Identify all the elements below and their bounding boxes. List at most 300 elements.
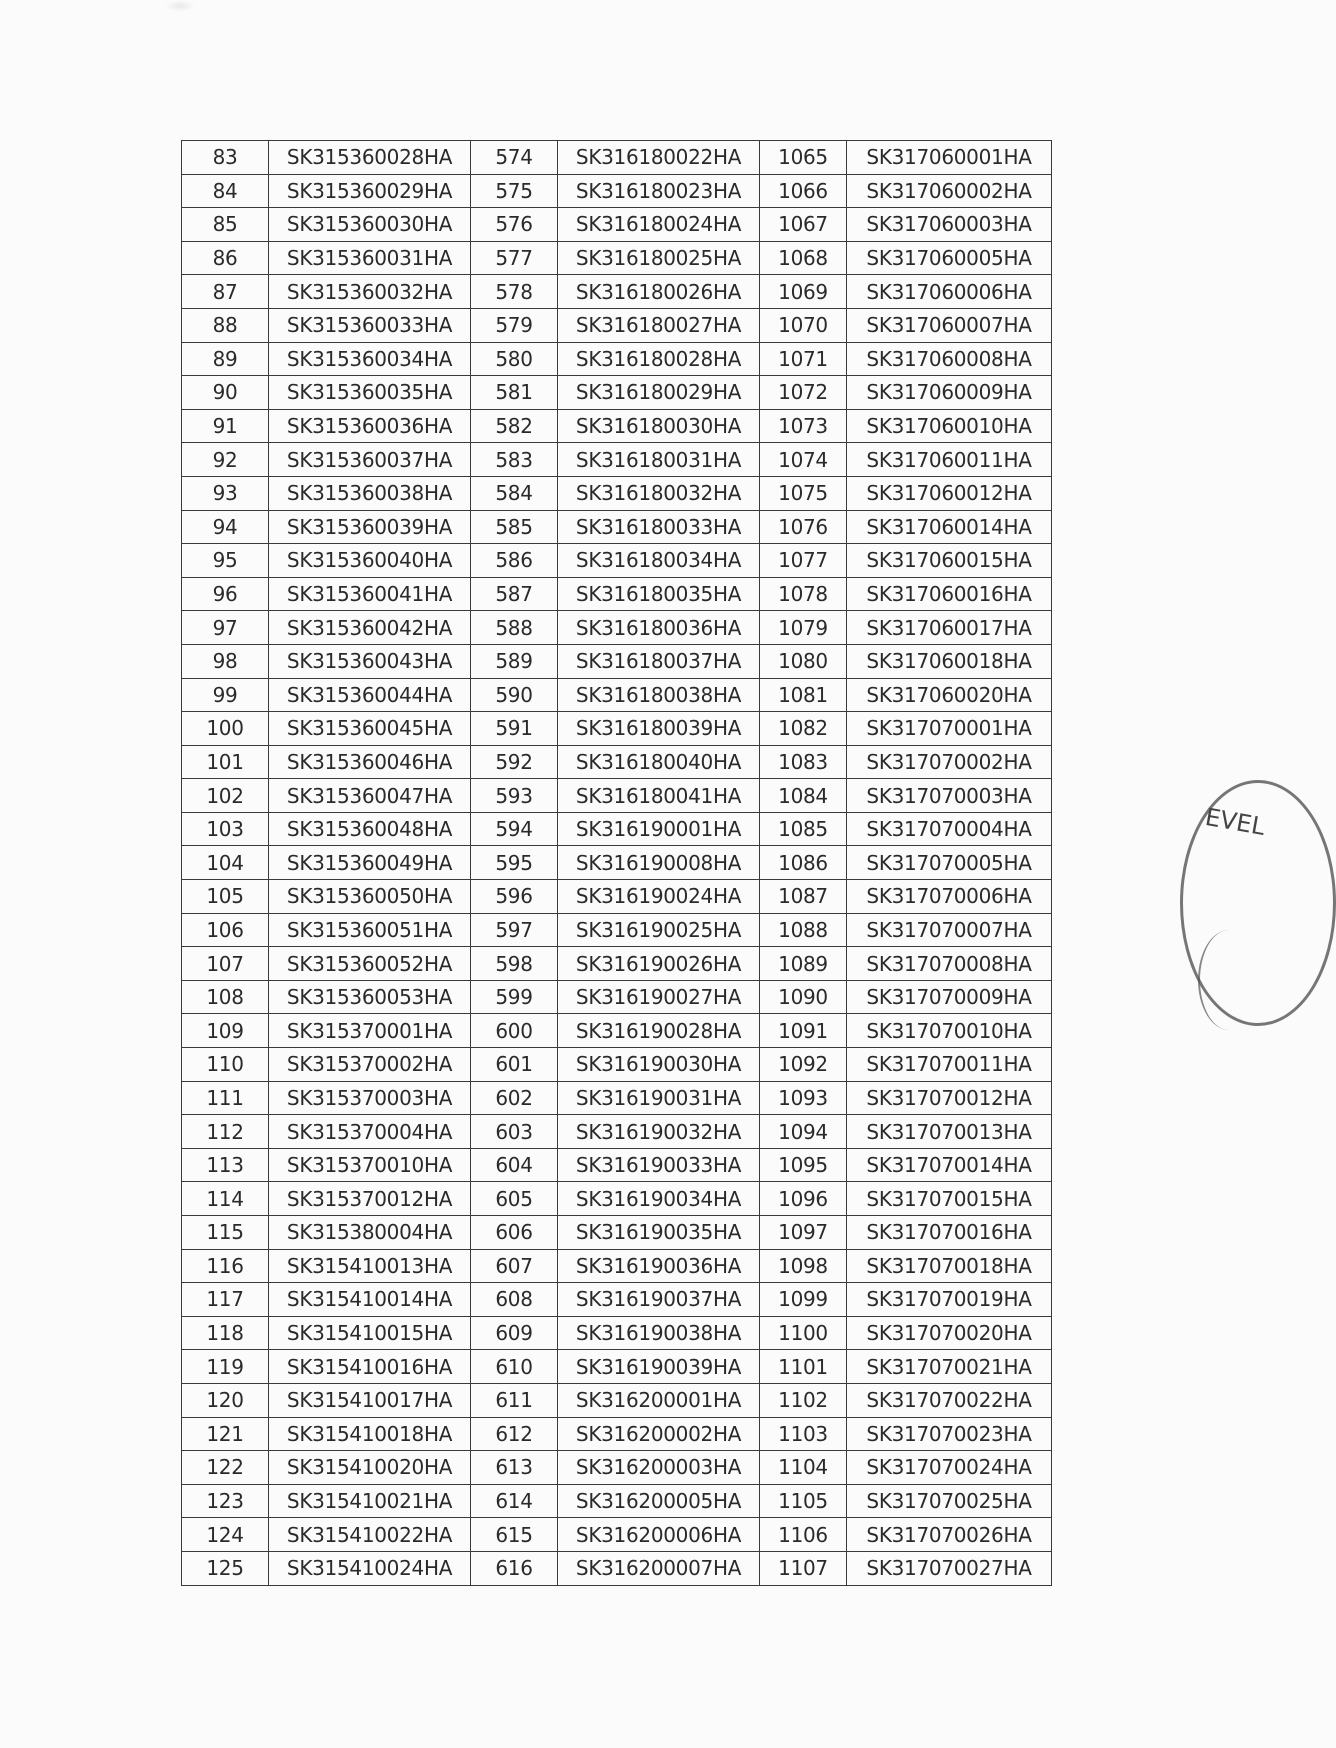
row-index-2-cell: 579	[471, 308, 558, 342]
serial-code-1-cell: SK315410022HA	[269, 1518, 471, 1552]
row-index-1-cell: 98	[182, 644, 269, 678]
row-index-3-cell: 1078	[760, 577, 847, 611]
serial-code-1-cell: SK315360032HA	[269, 275, 471, 309]
serial-code-1-cell: SK315410013HA	[269, 1249, 471, 1283]
serial-code-2-cell: SK316190025HA	[558, 913, 760, 947]
table-row	[182, 1451, 1052, 1485]
serial-code-1-cell: SK315360033HA	[269, 308, 471, 342]
row-index-1-cell: 102	[182, 779, 269, 813]
serial-code-1-cell: SK315360030HA	[269, 208, 471, 242]
serial-code-3-cell: SK317070019HA	[847, 1283, 1052, 1317]
row-index-3-cell: 1098	[760, 1249, 847, 1283]
serial-code-3-cell: SK317070025HA	[847, 1484, 1052, 1518]
serial-code-3-cell: SK317060016HA	[847, 577, 1052, 611]
row-index-2-cell: 614	[471, 1484, 558, 1518]
serial-code-2-cell: SK316190038HA	[558, 1316, 760, 1350]
row-index-2-cell: 612	[471, 1417, 558, 1451]
serial-code-1-cell: SK315410014HA	[269, 1283, 471, 1317]
row-index-2-cell: 602	[471, 1081, 558, 1115]
row-index-1-cell: 99	[182, 678, 269, 712]
serial-code-3-cell: SK317070008HA	[847, 947, 1052, 981]
serial-code-1-cell: SK315370012HA	[269, 1182, 471, 1216]
row-index-2-cell: 605	[471, 1182, 558, 1216]
serial-code-1-cell: SK315360028HA	[269, 141, 471, 175]
serial-code-3-cell: SK317060005HA	[847, 241, 1052, 275]
serial-code-2-cell: SK316180023HA	[558, 174, 760, 208]
serial-code-3-cell: SK317060008HA	[847, 342, 1052, 376]
row-index-1-cell: 117	[182, 1283, 269, 1317]
row-index-2-cell: 594	[471, 812, 558, 846]
serial-code-3-cell: SK317070016HA	[847, 1216, 1052, 1250]
table-row	[182, 779, 1052, 813]
serial-code-1-cell: SK315360049HA	[269, 846, 471, 880]
row-index-2-cell: 590	[471, 678, 558, 712]
table-row	[182, 1316, 1052, 1350]
serial-code-1-cell: SK315360037HA	[269, 443, 471, 477]
table-row	[182, 1484, 1052, 1518]
table-row	[182, 812, 1052, 846]
serial-code-2-cell: SK316190036HA	[558, 1249, 760, 1283]
row-index-1-cell: 94	[182, 510, 269, 544]
row-index-2-cell: 613	[471, 1451, 558, 1485]
row-index-1-cell: 112	[182, 1115, 269, 1149]
table-row	[182, 544, 1052, 578]
serial-code-1-cell: SK315360029HA	[269, 174, 471, 208]
table-row	[182, 1551, 1052, 1585]
table-row	[182, 275, 1052, 309]
serial-code-3-cell: SK317060017HA	[847, 611, 1052, 645]
serial-code-1-cell: SK315360043HA	[269, 644, 471, 678]
serial-code-3-cell: SK317070022HA	[847, 1383, 1052, 1417]
row-index-2-cell: 600	[471, 1014, 558, 1048]
serial-code-2-cell: SK316180038HA	[558, 678, 760, 712]
serial-code-2-cell: SK316180027HA	[558, 308, 760, 342]
row-index-3-cell: 1089	[760, 947, 847, 981]
row-index-3-cell: 1092	[760, 1048, 847, 1082]
row-index-1-cell: 110	[182, 1048, 269, 1082]
row-index-1-cell: 121	[182, 1417, 269, 1451]
row-index-1-cell: 111	[182, 1081, 269, 1115]
table-row	[182, 980, 1052, 1014]
row-index-3-cell: 1097	[760, 1216, 847, 1250]
serial-code-3-cell: SK317070001HA	[847, 712, 1052, 746]
table-row	[182, 409, 1052, 443]
serial-code-1-cell: SK315360045HA	[269, 712, 471, 746]
row-index-1-cell: 107	[182, 947, 269, 981]
serial-code-1-cell: SK315410015HA	[269, 1316, 471, 1350]
serial-code-2-cell: SK316190031HA	[558, 1081, 760, 1115]
table-row	[182, 644, 1052, 678]
serial-code-2-cell: SK316180031HA	[558, 443, 760, 477]
serial-code-1-cell: SK315410020HA	[269, 1451, 471, 1485]
serial-code-3-cell: SK317070002HA	[847, 745, 1052, 779]
serial-code-2-cell: SK316200006HA	[558, 1518, 760, 1552]
serial-code-3-cell: SK317070012HA	[847, 1081, 1052, 1115]
serial-code-2-cell: SK316200005HA	[558, 1484, 760, 1518]
row-index-3-cell: 1076	[760, 510, 847, 544]
row-index-2-cell: 575	[471, 174, 558, 208]
table-body	[182, 141, 1052, 1586]
row-index-3-cell: 1082	[760, 712, 847, 746]
serial-code-3-cell: SK317070010HA	[847, 1014, 1052, 1048]
row-index-1-cell: 122	[182, 1451, 269, 1485]
serial-code-2-cell: SK316180041HA	[558, 779, 760, 813]
table-row	[182, 611, 1052, 645]
row-index-3-cell: 1065	[760, 141, 847, 175]
serial-code-3-cell: SK317070006HA	[847, 880, 1052, 914]
serial-code-1-cell: SK315360047HA	[269, 779, 471, 813]
row-index-2-cell: 574	[471, 141, 558, 175]
scan-mark	[165, 0, 195, 12]
row-index-2-cell: 601	[471, 1048, 558, 1082]
row-index-3-cell: 1086	[760, 846, 847, 880]
serial-code-2-cell: SK316180033HA	[558, 510, 760, 544]
row-index-2-cell: 592	[471, 745, 558, 779]
serial-code-2-cell: SK316180026HA	[558, 275, 760, 309]
row-index-1-cell: 96	[182, 577, 269, 611]
row-index-1-cell: 92	[182, 443, 269, 477]
row-index-3-cell: 1099	[760, 1283, 847, 1317]
table-row	[182, 208, 1052, 242]
table-row	[182, 1283, 1052, 1317]
serial-code-2-cell: SK316180025HA	[558, 241, 760, 275]
serial-code-1-cell: SK315410021HA	[269, 1484, 471, 1518]
row-index-1-cell: 113	[182, 1148, 269, 1182]
serial-code-2-cell: SK316180040HA	[558, 745, 760, 779]
table-row	[182, 712, 1052, 746]
seal-text: EVEL	[1203, 802, 1268, 842]
serial-code-3-cell: SK317060003HA	[847, 208, 1052, 242]
row-index-2-cell: 587	[471, 577, 558, 611]
serial-code-2-cell: SK316180024HA	[558, 208, 760, 242]
table-row	[182, 342, 1052, 376]
row-index-2-cell: 611	[471, 1383, 558, 1417]
row-index-2-cell: 598	[471, 947, 558, 981]
serial-code-3-cell: SK317070011HA	[847, 1048, 1052, 1082]
row-index-1-cell: 105	[182, 880, 269, 914]
serial-code-1-cell: SK315360052HA	[269, 947, 471, 981]
row-index-3-cell: 1087	[760, 880, 847, 914]
serial-code-1-cell: SK315370004HA	[269, 1115, 471, 1149]
serial-code-2-cell: SK316190028HA	[558, 1014, 760, 1048]
row-index-1-cell: 88	[182, 308, 269, 342]
row-index-1-cell: 116	[182, 1249, 269, 1283]
table-row	[182, 947, 1052, 981]
row-index-3-cell: 1081	[760, 678, 847, 712]
table-row	[182, 308, 1052, 342]
serial-number-table	[181, 140, 1052, 1586]
serial-code-1-cell: SK315410016HA	[269, 1350, 471, 1384]
serial-code-1-cell: SK315360039HA	[269, 510, 471, 544]
row-index-2-cell: 582	[471, 409, 558, 443]
row-index-2-cell: 604	[471, 1148, 558, 1182]
row-index-1-cell: 85	[182, 208, 269, 242]
serial-code-1-cell: SK315360048HA	[269, 812, 471, 846]
row-index-1-cell: 103	[182, 812, 269, 846]
table-row	[182, 577, 1052, 611]
row-index-2-cell: 607	[471, 1249, 558, 1283]
serial-code-3-cell: SK317070021HA	[847, 1350, 1052, 1384]
table-row	[182, 174, 1052, 208]
serial-code-2-cell: SK316180039HA	[558, 712, 760, 746]
row-index-3-cell: 1068	[760, 241, 847, 275]
serial-code-2-cell: SK316180037HA	[558, 644, 760, 678]
row-index-3-cell: 1069	[760, 275, 847, 309]
serial-code-2-cell: SK316190008HA	[558, 846, 760, 880]
serial-code-1-cell: SK315360041HA	[269, 577, 471, 611]
serial-code-2-cell: SK316200007HA	[558, 1551, 760, 1585]
row-index-1-cell: 109	[182, 1014, 269, 1048]
table-row	[182, 1014, 1052, 1048]
row-index-3-cell: 1103	[760, 1417, 847, 1451]
serial-code-3-cell: SK317060011HA	[847, 443, 1052, 477]
serial-code-3-cell: SK317070014HA	[847, 1148, 1052, 1182]
serial-code-3-cell: SK317070009HA	[847, 980, 1052, 1014]
row-index-1-cell: 100	[182, 712, 269, 746]
serial-code-1-cell: SK315360053HA	[269, 980, 471, 1014]
row-index-2-cell: 610	[471, 1350, 558, 1384]
row-index-3-cell: 1083	[760, 745, 847, 779]
serial-code-1-cell: SK315360038HA	[269, 476, 471, 510]
row-index-1-cell: 89	[182, 342, 269, 376]
row-index-2-cell: 588	[471, 611, 558, 645]
serial-code-3-cell: SK317060018HA	[847, 644, 1052, 678]
serial-code-3-cell: SK317060015HA	[847, 544, 1052, 578]
serial-code-2-cell: SK316190032HA	[558, 1115, 760, 1149]
serial-code-1-cell: SK315410018HA	[269, 1417, 471, 1451]
row-index-3-cell: 1091	[760, 1014, 847, 1048]
table-row	[182, 880, 1052, 914]
row-index-3-cell: 1071	[760, 342, 847, 376]
row-index-1-cell: 86	[182, 241, 269, 275]
row-index-2-cell: 577	[471, 241, 558, 275]
row-index-3-cell: 1093	[760, 1081, 847, 1115]
table-row	[182, 141, 1052, 175]
table-row	[182, 476, 1052, 510]
serial-code-2-cell: SK316180022HA	[558, 141, 760, 175]
row-index-1-cell: 84	[182, 174, 269, 208]
serial-code-3-cell: SK317070013HA	[847, 1115, 1052, 1149]
serial-code-2-cell: SK316180034HA	[558, 544, 760, 578]
table-row	[182, 745, 1052, 779]
table-row	[182, 678, 1052, 712]
row-index-1-cell: 95	[182, 544, 269, 578]
table-row	[182, 913, 1052, 947]
serial-code-3-cell: SK317060012HA	[847, 476, 1052, 510]
serial-code-2-cell: SK316180032HA	[558, 476, 760, 510]
serial-code-1-cell: SK315360031HA	[269, 241, 471, 275]
row-index-3-cell: 1094	[760, 1115, 847, 1149]
row-index-1-cell: 97	[182, 611, 269, 645]
table-row	[182, 1081, 1052, 1115]
row-index-2-cell: 615	[471, 1518, 558, 1552]
serial-code-3-cell: SK317060010HA	[847, 409, 1052, 443]
serial-code-3-cell: SK317060014HA	[847, 510, 1052, 544]
row-index-2-cell: 580	[471, 342, 558, 376]
row-index-2-cell: 596	[471, 880, 558, 914]
row-index-2-cell: 595	[471, 846, 558, 880]
row-index-1-cell: 125	[182, 1551, 269, 1585]
serial-code-3-cell: SK317070020HA	[847, 1316, 1052, 1350]
table-row	[182, 376, 1052, 410]
row-index-2-cell: 578	[471, 275, 558, 309]
serial-code-3-cell: SK317070007HA	[847, 913, 1052, 947]
table-row	[182, 1249, 1052, 1283]
row-index-1-cell: 106	[182, 913, 269, 947]
row-index-2-cell: 585	[471, 510, 558, 544]
row-index-1-cell: 108	[182, 980, 269, 1014]
serial-code-3-cell: SK317070015HA	[847, 1182, 1052, 1216]
table-row	[182, 1182, 1052, 1216]
table-row	[182, 1350, 1052, 1384]
row-index-3-cell: 1079	[760, 611, 847, 645]
serial-code-2-cell: SK316190037HA	[558, 1283, 760, 1317]
serial-code-3-cell: SK317070018HA	[847, 1249, 1052, 1283]
serial-code-2-cell: SK316190033HA	[558, 1148, 760, 1182]
row-index-1-cell: 83	[182, 141, 269, 175]
serial-code-2-cell: SK316190027HA	[558, 980, 760, 1014]
row-index-2-cell: 608	[471, 1283, 558, 1317]
table-row	[182, 1148, 1052, 1182]
table-row	[182, 1417, 1052, 1451]
table-row	[182, 510, 1052, 544]
serial-code-2-cell: SK316180030HA	[558, 409, 760, 443]
serial-code-1-cell: SK315370003HA	[269, 1081, 471, 1115]
row-index-2-cell: 597	[471, 913, 558, 947]
table-row	[182, 241, 1052, 275]
table-row	[182, 1383, 1052, 1417]
serial-code-3-cell: SK317060009HA	[847, 376, 1052, 410]
serial-code-3-cell: SK317070023HA	[847, 1417, 1052, 1451]
row-index-3-cell: 1077	[760, 544, 847, 578]
row-index-3-cell: 1104	[760, 1451, 847, 1485]
serial-code-2-cell: SK316200001HA	[558, 1383, 760, 1417]
row-index-3-cell: 1088	[760, 913, 847, 947]
table-row	[182, 1216, 1052, 1250]
serial-code-1-cell: SK315380004HA	[269, 1216, 471, 1250]
serial-code-2-cell: SK316190034HA	[558, 1182, 760, 1216]
serial-code-2-cell: SK316180036HA	[558, 611, 760, 645]
serial-code-1-cell: SK315360036HA	[269, 409, 471, 443]
serial-code-3-cell: SK317060007HA	[847, 308, 1052, 342]
serial-code-1-cell: SK315370002HA	[269, 1048, 471, 1082]
row-index-1-cell: 91	[182, 409, 269, 443]
serial-code-1-cell: SK315370010HA	[269, 1148, 471, 1182]
serial-code-1-cell: SK315360044HA	[269, 678, 471, 712]
serial-code-2-cell: SK316190024HA	[558, 880, 760, 914]
serial-code-2-cell: SK316200002HA	[558, 1417, 760, 1451]
table-row	[182, 1518, 1052, 1552]
serial-code-1-cell: SK315370001HA	[269, 1014, 471, 1048]
row-index-3-cell: 1090	[760, 980, 847, 1014]
row-index-2-cell: 581	[471, 376, 558, 410]
row-index-1-cell: 101	[182, 745, 269, 779]
serial-code-2-cell: SK316180028HA	[558, 342, 760, 376]
serial-code-1-cell: SK315360042HA	[269, 611, 471, 645]
serial-code-2-cell: SK316190001HA	[558, 812, 760, 846]
serial-code-3-cell: SK317060002HA	[847, 174, 1052, 208]
serial-code-2-cell: SK316180035HA	[558, 577, 760, 611]
serial-code-3-cell: SK317070027HA	[847, 1551, 1052, 1585]
serial-code-3-cell: SK317070005HA	[847, 846, 1052, 880]
row-index-3-cell: 1072	[760, 376, 847, 410]
row-index-2-cell: 583	[471, 443, 558, 477]
serial-code-3-cell: SK317070004HA	[847, 812, 1052, 846]
serial-code-1-cell: SK315360050HA	[269, 880, 471, 914]
table-row	[182, 443, 1052, 477]
row-index-3-cell: 1073	[760, 409, 847, 443]
serial-code-1-cell: SK315360034HA	[269, 342, 471, 376]
row-index-3-cell: 1070	[760, 308, 847, 342]
serial-code-3-cell: SK317070024HA	[847, 1451, 1052, 1485]
serial-code-1-cell: SK315360040HA	[269, 544, 471, 578]
row-index-1-cell: 87	[182, 275, 269, 309]
serial-code-3-cell: SK317060020HA	[847, 678, 1052, 712]
row-index-3-cell: 1096	[760, 1182, 847, 1216]
row-index-3-cell: 1101	[760, 1350, 847, 1384]
row-index-3-cell: 1080	[760, 644, 847, 678]
serial-code-2-cell: SK316180029HA	[558, 376, 760, 410]
row-index-3-cell: 1106	[760, 1518, 847, 1552]
row-index-1-cell: 123	[182, 1484, 269, 1518]
row-index-1-cell: 90	[182, 376, 269, 410]
row-index-3-cell: 1085	[760, 812, 847, 846]
row-index-2-cell: 616	[471, 1551, 558, 1585]
serial-code-2-cell: SK316190026HA	[558, 947, 760, 981]
row-index-2-cell: 593	[471, 779, 558, 813]
row-index-2-cell: 609	[471, 1316, 558, 1350]
row-index-1-cell: 104	[182, 846, 269, 880]
row-index-2-cell: 586	[471, 544, 558, 578]
row-index-1-cell: 124	[182, 1518, 269, 1552]
table-row	[182, 1048, 1052, 1082]
row-index-2-cell: 576	[471, 208, 558, 242]
row-index-3-cell: 1107	[760, 1551, 847, 1585]
seal-inner-ring	[1198, 930, 1260, 1030]
row-index-2-cell: 591	[471, 712, 558, 746]
row-index-1-cell: 118	[182, 1316, 269, 1350]
row-index-3-cell: 1067	[760, 208, 847, 242]
serial-code-1-cell: SK315360046HA	[269, 745, 471, 779]
row-index-1-cell: 93	[182, 476, 269, 510]
row-index-2-cell: 603	[471, 1115, 558, 1149]
serial-code-2-cell: SK316190035HA	[558, 1216, 760, 1250]
table-row	[182, 1115, 1052, 1149]
row-index-2-cell: 599	[471, 980, 558, 1014]
row-index-1-cell: 120	[182, 1383, 269, 1417]
row-index-1-cell: 115	[182, 1216, 269, 1250]
serial-code-1-cell: SK315410024HA	[269, 1551, 471, 1585]
row-index-3-cell: 1095	[760, 1148, 847, 1182]
serial-code-1-cell: SK315360051HA	[269, 913, 471, 947]
serial-code-3-cell: SK317070003HA	[847, 779, 1052, 813]
row-index-2-cell: 589	[471, 644, 558, 678]
row-index-3-cell: 1084	[760, 779, 847, 813]
serial-code-1-cell: SK315410017HA	[269, 1383, 471, 1417]
row-index-3-cell: 1102	[760, 1383, 847, 1417]
row-index-2-cell: 606	[471, 1216, 558, 1250]
serial-code-2-cell: SK316190030HA	[558, 1048, 760, 1082]
serial-code-1-cell: SK315360035HA	[269, 376, 471, 410]
serial-code-3-cell: SK317060006HA	[847, 275, 1052, 309]
row-index-1-cell: 119	[182, 1350, 269, 1384]
row-index-3-cell: 1105	[760, 1484, 847, 1518]
serial-code-2-cell: SK316190039HA	[558, 1350, 760, 1384]
row-index-1-cell: 114	[182, 1182, 269, 1216]
table-row	[182, 846, 1052, 880]
row-index-3-cell: 1075	[760, 476, 847, 510]
row-index-3-cell: 1100	[760, 1316, 847, 1350]
